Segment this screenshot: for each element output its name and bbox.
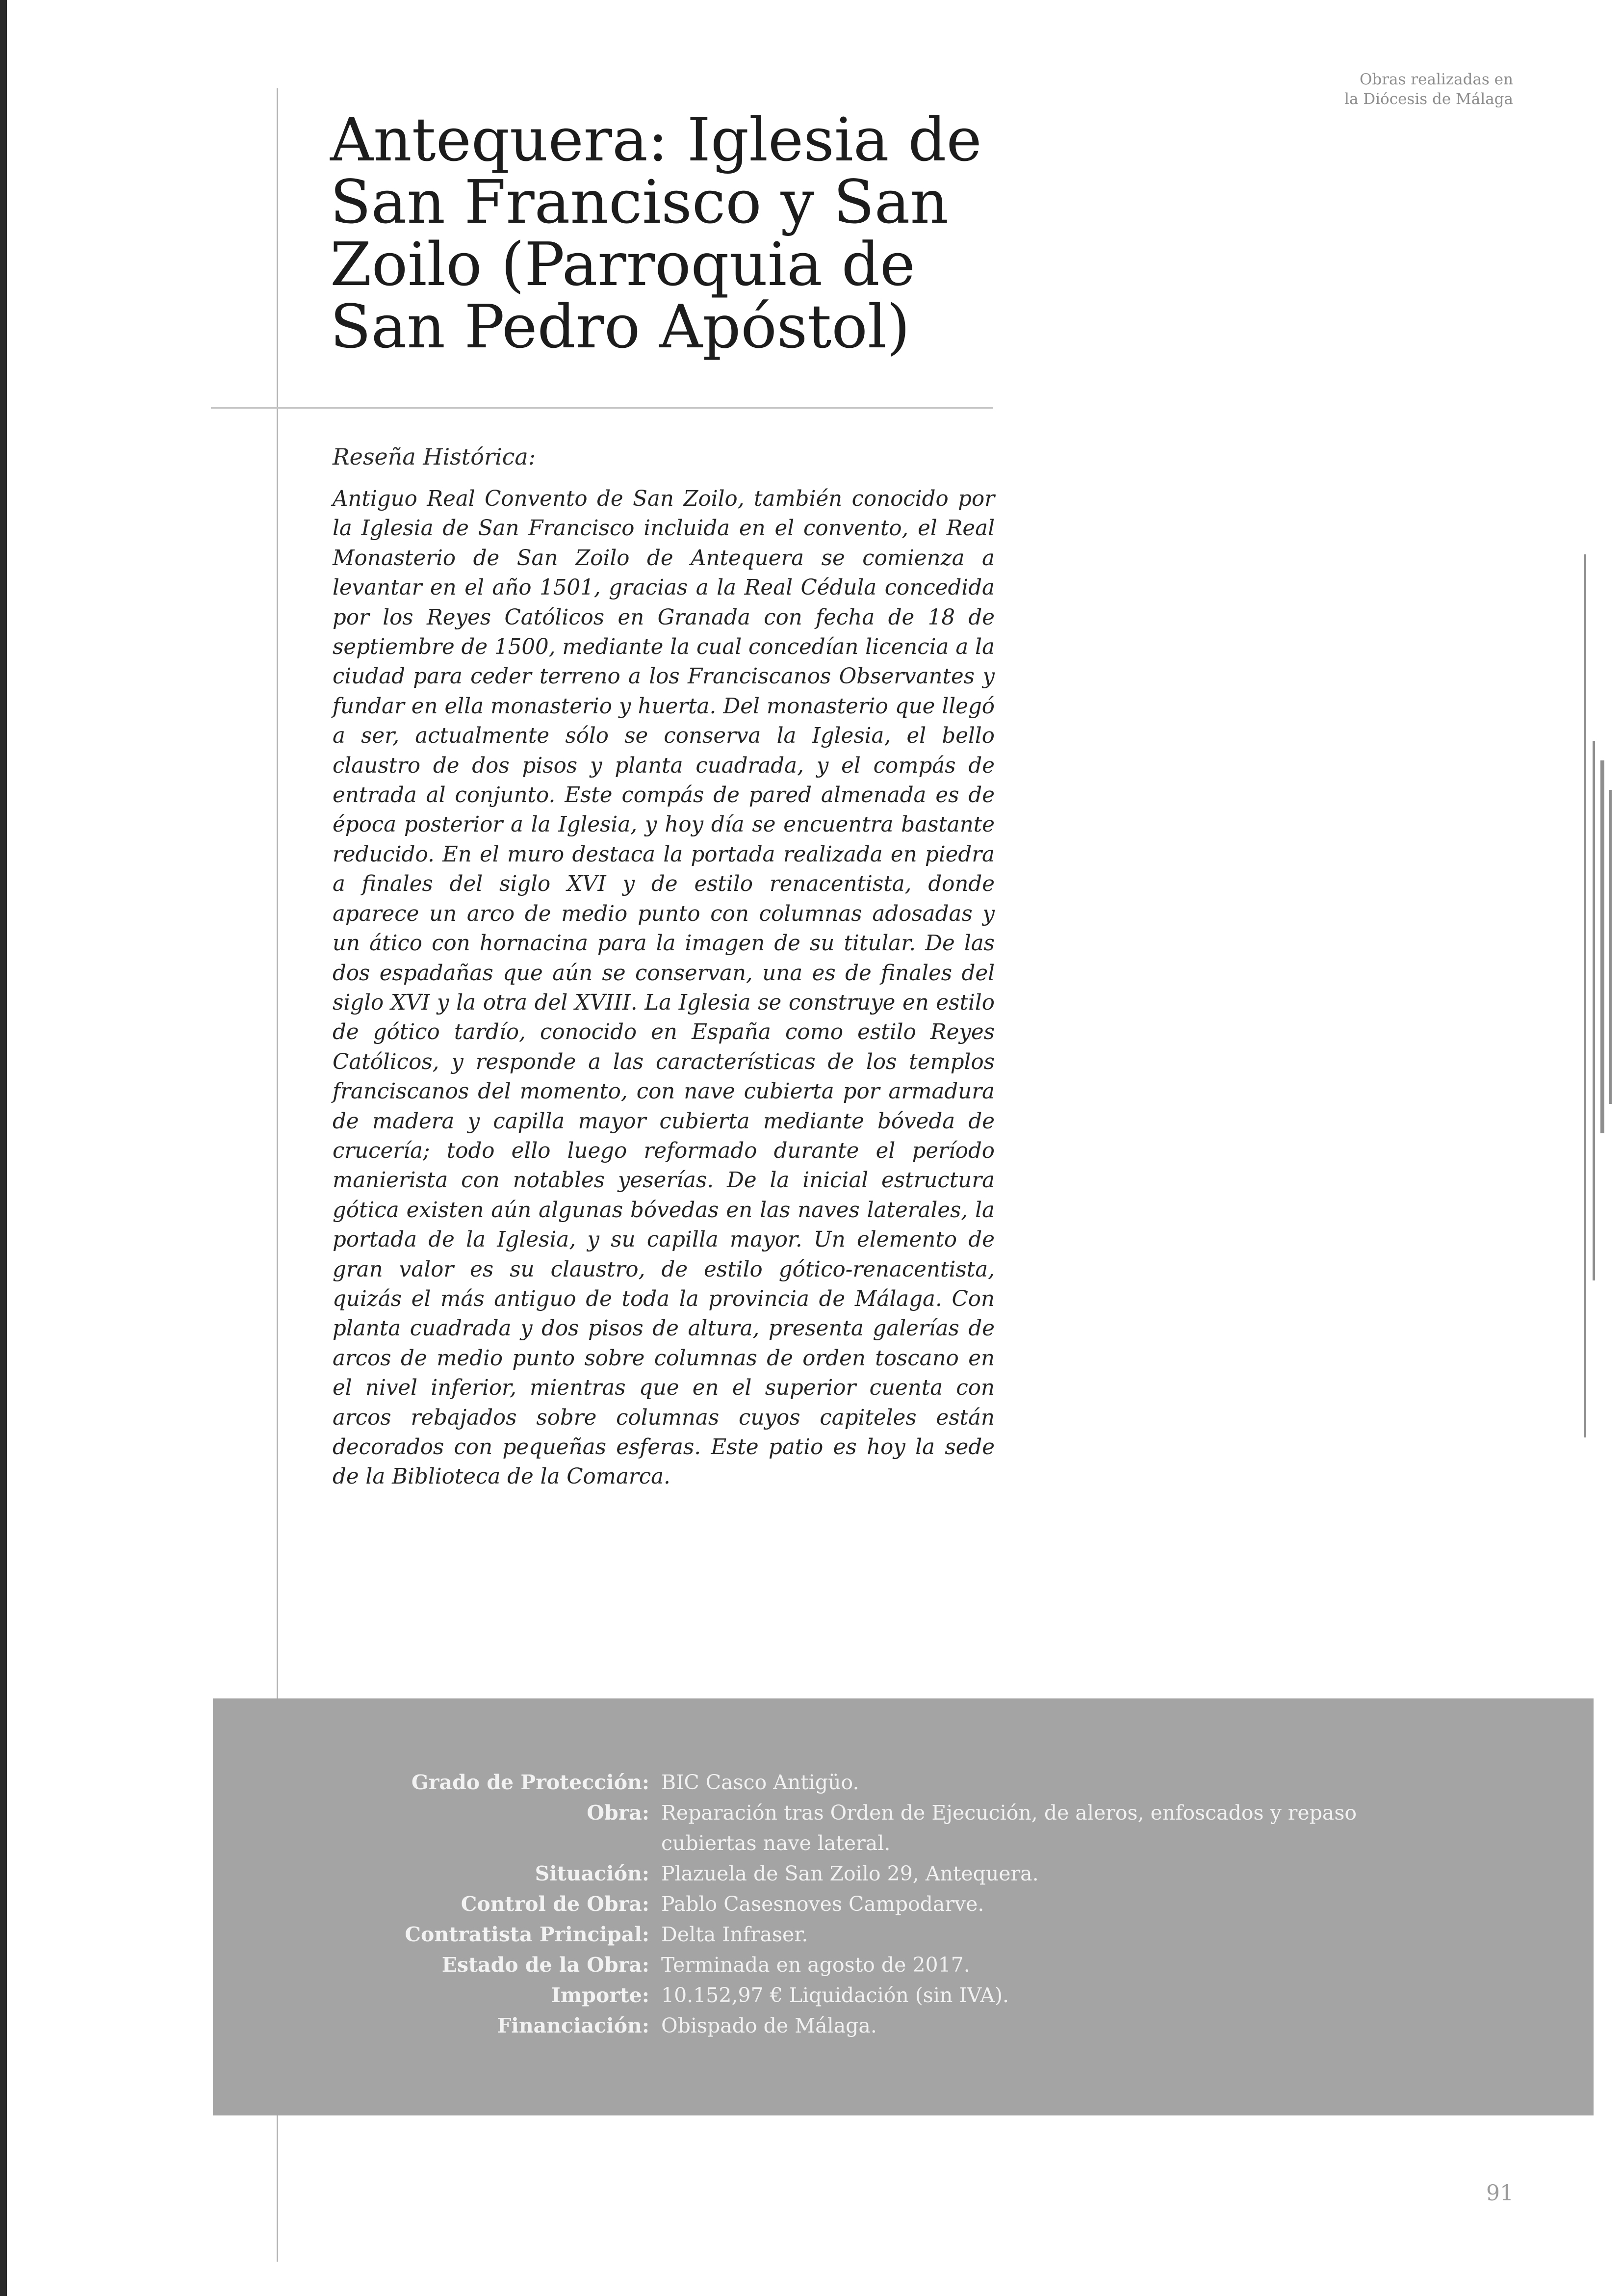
project-info-grid (213, 1767, 1594, 2041)
running-header-line-2: la Diócesis de Málaga (1344, 90, 1513, 108)
page-number: 91 (1486, 2181, 1514, 2206)
info-label: Contratista Principal: (405, 1923, 649, 1946)
running-header-line-1: Obras realizadas en (1359, 71, 1513, 88)
info-value: Pablo Casesnoves Campodarve. (661, 1892, 984, 1916)
info-value: Reparación tras Orden de Ejecución, de aleros, enfoscados y repaso cubiertas nave lateral. (661, 1801, 1357, 1855)
info-label: Estado de la Obra: (441, 1953, 649, 1977)
info-value: Delta Infraser. (661, 1923, 808, 1946)
info-label: Obra: (587, 1801, 649, 1825)
scan-edge-marks (1583, 554, 1622, 1437)
project-info-box (213, 1698, 1594, 2115)
info-label: Control de Obra: (461, 1892, 649, 1916)
info-label: Situación: (535, 1862, 649, 1885)
info-label: Importe: (551, 1983, 649, 2007)
running-header (1238, 70, 1513, 109)
section-heading: Reseña Histórica: (333, 444, 536, 470)
info-value: Terminada en agosto de 2017. (661, 1953, 970, 1977)
info-value: Plazuela de San Zoilo 29, Antequera. (661, 1862, 1039, 1885)
title-divider (211, 407, 993, 409)
info-value: 10.152,97 € Liquidación (sin IVA). (661, 1983, 1009, 2007)
info-label: Financiación: (497, 2014, 649, 2037)
page-title: Antequera: Iglesia de San Francisco y San Zoilo (Parroquia de San Pedro Apóstol) (330, 105, 982, 362)
info-value: Obispado de Málaga. (661, 2014, 877, 2037)
scan-edge-shadow (0, 0, 7, 2296)
info-label: Grado de Protección: (411, 1771, 649, 1794)
info-value: BIC Casco Antigüo. (661, 1771, 859, 1794)
body-paragraph: Antiguo Real Convento de San Zoilo, también conocido por la Iglesia de San Francisco incluida en el convento, el Real Monasterio de San Zoilo de Antequera se comienza a levantar en el año 1501, gracias a la Real Cédula concedida por los Reyes Católicos en Granada con fecha de 18 de septiembre de 1500, mediante la cual concedían licencia a la ciudad para ceder terreno a los Franciscanos Observantes y fundar en ella monasterio y huerta. Del monasterio que llegó a ser, actualmente sólo se conserva la Iglesia, el bello claustro de dos pisos y planta cuadrada, y el compás de entrada al conjunto. Este compás de pared almenada es de época posterior a la Iglesia, y hoy día se encuentra bastante reducido. En el muro destaca la portada realizada en piedra a finales del siglo XVI y de estilo renacentista, donde aparece un arco de medio punto con columnas adosadas y un ático con hornacina para la imagen de su titular. De las dos espadañas que aún se conservan, una es de finales del siglo XVI y la otra del XVIII. La Iglesia se construye en estilo de gótico tardío, conocido en España como estilo Reyes Católicos, y responde a las características de los templos franciscanos del momento, con nave cubierta por armadura de madera y capilla mayor cubierta mediante bóveda de crucería; todo ello luego reformado durante el período manierista con notables yeserías. De la inicial estructura gótica existen aún algunas bóvedas en las naves laterales, la portada de la Iglesia, y su capilla mayor. Un elemento de gran valor es su claustro, de estilo gótico-renacentista, quizás el más antiguo de toda la provincia de Málaga. Con planta cuadrada y dos pisos de altura, presenta galerías de arcos de medio punto sobre columnas de orden toscano en el nivel inferior, mientras que en el superior cuenta con arcos rebajados sobre columnas cuyos capiteles están decorados con pequeñas esferas. Este patio es hoy la sede de la Biblioteca de la Comarca. (333, 487, 995, 1489)
